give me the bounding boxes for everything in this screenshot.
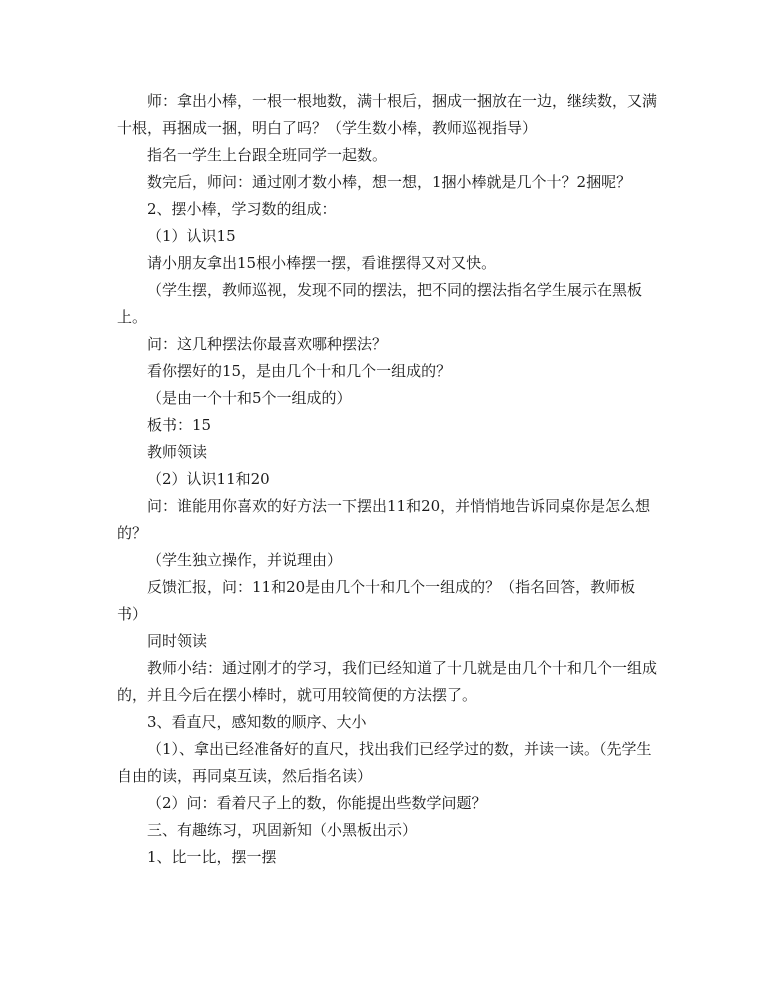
paragraph-16: 反馈汇报，问：11和20是由几个十和几个一组成的？（指名回答，教师板书） [117, 578, 636, 623]
paragraph-1: 师：拿出小棒，一根一根地数，满十根后，捆成一捆放在一边，继续数，又满十根，再捆成一捆，明白了吗？（学生数小棒，教师巡视指导） [117, 92, 658, 137]
paragraph-18: 教师小结：通过刚才的学习，我们已经知道了十几就是由几个十和几个一组成的，并且今后在摆小棒时，就可用较简便的方法摆了。 [117, 659, 658, 704]
paragraph-14: 问：谁能用你喜欢的好方法一下摆出11和20，并悄悄地告诉同桌你是怎么想的？ [117, 497, 651, 542]
paragraph-21: （2）问：看着尺子上的数，你能提出些数学问题？ [147, 794, 487, 812]
section-heading-3: 3、看直尺，感知数的顺序、大小 [147, 713, 367, 731]
paragraph-8: 问：这几种摆法你最喜欢哪种摆法？ [147, 335, 388, 353]
section-heading-three: 三、有趣练习，巩固新知（小黑板出示） [147, 821, 418, 839]
exercise-heading-1: 1、比一比，摆一摆 [147, 848, 277, 866]
section-heading-2: 2、摆小棒，学习数的组成： [147, 200, 337, 218]
paragraph-11: 板书：15 [147, 416, 212, 434]
paragraph-6: 请小朋友拿出15根小棒摆一摆，看谁摆得又对又快。 [147, 254, 497, 272]
paragraph-17: 同时领读 [147, 632, 208, 650]
paragraph-12: 教师领读 [147, 443, 208, 461]
paragraph-20: （1）、拿出已经准备好的直尺，找出我们已经学过的数，并读一读。（先学生自由的读，再同桌互读，然后指名读） [117, 740, 652, 785]
paragraph-2: 指名一学生上台跟全班同学一起数。 [147, 146, 388, 164]
subheading-2: （2）认识11和20 [147, 470, 270, 488]
paragraph-10: （是由一个十和5个一组成的） [147, 389, 352, 407]
subheading-1: （1）认识15 [147, 227, 236, 245]
document-body [117, 88, 657, 871]
paragraph-9: 看你摆好的15，是由几个十和几个一组成的？ [147, 362, 452, 380]
paragraph-7: （学生摆，教师巡视，发现不同的摆法，把不同的摆法指名学生展示在黑板上。 [117, 281, 643, 326]
paragraph-15: （学生独立操作，并说理由） [147, 551, 343, 569]
paragraph-3: 数完后，师问：通过刚才数小棒，想一想，1捆小棒就是几个十？2捆呢？ [147, 173, 632, 191]
